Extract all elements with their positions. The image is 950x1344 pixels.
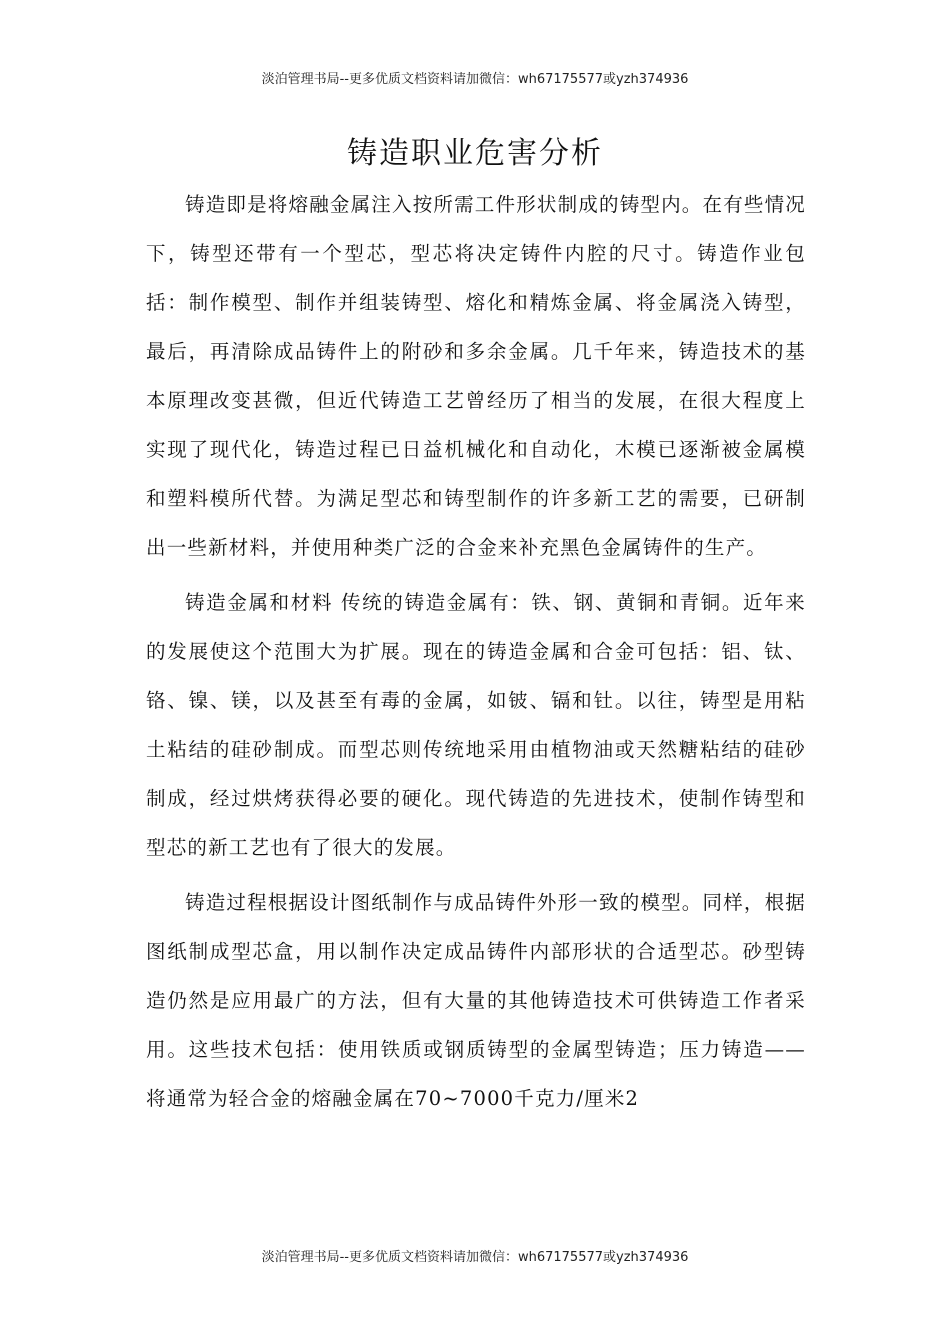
document-title: 铸造职业危害分析: [347, 136, 603, 171]
paragraph-metals-materials: 铸造金属和材料 传统的铸造金属有：铁、钢、黄铜和青铜。近年来的发展使这个范围大为扩展。现在的铸造金属和合金可包括：铝、钛、铬、镍、镁，以及甚至有毒的金属，如铍、镉和钍。以往，铸型是用粘土粘结的硅砂制成。而型芯则传统地采用由植物油或天然糖粘结的硅砂制成，经过烘烤获得必要的硬化。现代铸造的先进技术，使制作铸型和型芯的新工艺也有了很大的发展。: [146, 591, 806, 859]
paragraph-intro: 铸造即是将熔融金属注入按所需工件形状制成的铸型内。在有些情况下，铸型还带有一个型芯，型芯将决定铸件内腔的尺寸。铸造作业包括：制作模型、制作并组装铸型、熔化和精炼金属、将金属浇入铸型，最后，再清除成品铸件上的附砂和多余金属。几千年来，铸造技术的基本原理改变甚微，但近代铸造工艺曾经历了相当的发展，在很大程度上实现了现代化，铸造过程已日益机械化和自动化，木模已逐渐被金属模和塑料模所代替。为满足型芯和铸型制作的许多新工艺的需要，已研制出一些新材料，并使用种类广泛的合金来补充黑色金属铸件的生产。: [146, 193, 807, 559]
page-footer-note: 淡泊管理书局--更多优质文档资料请加微信：wh67175577或yzh374936: [261, 1250, 689, 1265]
paragraph-casting-process: 铸造过程根据设计图纸制作与成品铸件外形一致的模型。同样，根据图纸制成型芯盒，用以制作决定成品铸件内部形状的合适型芯。砂型铸造仍然是应用最广的方法，但有大量的其他铸造技术可供铸造工作者采用。这些技术包括：使用铁质或钢质铸型的金属型铸造；压力铸造——将通常为轻合金的熔融金属在70~7000千克力/厘米2: [146, 891, 807, 1110]
page-header-note: 淡泊管理书局--更多优质文档资料请加微信：wh67175577或yzh374936: [261, 72, 689, 87]
document-body: [146, 180, 806, 1129]
